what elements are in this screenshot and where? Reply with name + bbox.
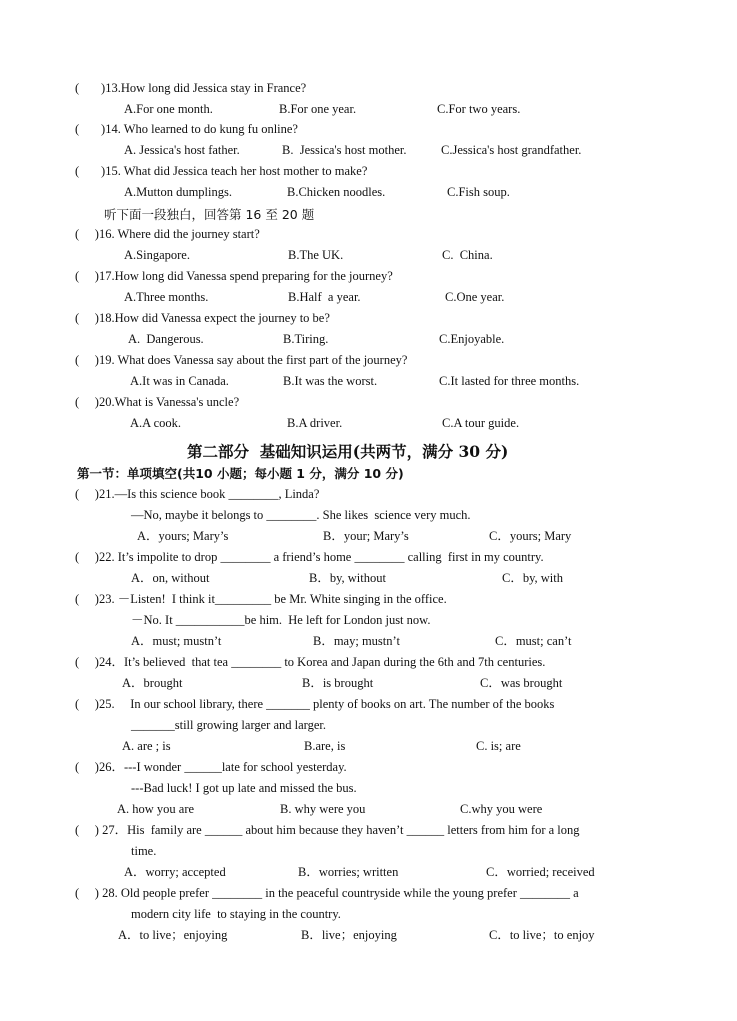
- question-21: ( )21.—Is this science book ________, Linda?: [75, 487, 320, 501]
- q28-option-b: B．live；enjoying: [301, 928, 397, 942]
- q15-option-b: B.Chicken noodles.: [287, 185, 386, 199]
- question-17: ( )17.How long did Vanessa spend preparing for the journey?: [75, 269, 393, 283]
- q21-option-a: A．yours; Mary’s: [137, 529, 229, 543]
- q20-option-a: A.A cook.: [130, 416, 182, 430]
- question-24: ( )24．It’s believed that tea ________ to Korea and Japan during the 6th and 7th centuries.: [75, 655, 546, 669]
- question-27-cont: time.: [131, 844, 157, 858]
- question-27: ( ) 27．His family are ______ about him because they haven’t ______ letters from him for a long: [75, 823, 580, 837]
- q27-option-a: A．worry; accepted: [124, 865, 226, 879]
- question-20: ( )20.What is Vanessa's uncle?: [75, 395, 240, 409]
- q20-option-c: C.A tour guide.: [442, 416, 520, 430]
- question-28-cont: modern city life to staying in the country.: [131, 907, 341, 921]
- question-25: ( )25. In our school library, there _______ plenty of books on art. The number of the books: [75, 697, 555, 711]
- listening-instruction: 听下面一段独白，回答第 16 至 20 题: [104, 207, 315, 222]
- q18-option-a: A. Dangerous.: [128, 332, 204, 346]
- q28-option-a: A．to live；enjoying: [118, 928, 228, 942]
- q26-option-b: B. why were you: [280, 802, 366, 816]
- q27-option-c: C．worried; received: [486, 865, 595, 879]
- q13-option-c: C.For two years.: [437, 102, 521, 116]
- q17-option-b: B.Half a year.: [288, 290, 361, 304]
- q24-option-c: C．was brought: [480, 676, 563, 690]
- q21-option-b: B．your; Mary’s: [323, 529, 409, 543]
- q17-option-a: A.Three months.: [124, 290, 209, 304]
- q14-option-b: B. Jessica's host mother.: [282, 143, 407, 157]
- q15-option-a: A.Mutton dumplings.: [124, 185, 232, 199]
- q18-option-b: B.Tiring.: [283, 332, 329, 346]
- question-21-reply: —No, maybe it belongs to ________. She likes science very much.: [131, 508, 471, 522]
- q24-option-b: B．is brought: [302, 676, 374, 690]
- q22-option-a: A．on, without: [131, 571, 210, 585]
- q23-option-a: A．must; mustn’t: [131, 634, 222, 648]
- q19-option-b: B.It was the worst.: [283, 374, 378, 388]
- q26-option-a: A. how you are: [117, 802, 195, 816]
- q17-option-c: C.One year.: [445, 290, 505, 304]
- q18-option-c: C.Enjoyable.: [439, 332, 505, 346]
- q26-option-c: C.why you were: [460, 802, 543, 816]
- question-19: ( )19. What does Vanessa say about the first part of the journey?: [75, 353, 408, 367]
- question-23-reply: －No. It ___________be him. He left for London just now.: [131, 613, 431, 627]
- q25-option-b: B.are, is: [304, 739, 346, 753]
- question-13: ( )13.How long did Jessica stay in France?: [75, 81, 307, 95]
- q20-option-b: B.A driver.: [287, 416, 343, 430]
- part-two-title: 第二部分 基础知识运用(共两节，满分 30 分): [187, 442, 509, 461]
- question-28: ( ) 28. Old people prefer ________ in the peaceful countryside while the young prefer ________ a: [75, 886, 579, 900]
- question-22: ( )22. It’s impolite to drop ________ a friend’s home ________ calling first in my country.: [75, 550, 544, 564]
- q21-option-c: C．yours; Mary: [489, 529, 572, 543]
- question-15: ( )15. What did Jessica teach her host mother to make?: [75, 164, 368, 178]
- q25-option-a: A. are ; is: [122, 739, 171, 753]
- q24-option-a: A．brought: [122, 676, 183, 690]
- q19-option-a: A.It was in Canada.: [130, 374, 229, 388]
- q19-option-c: C.It lasted for three months.: [439, 374, 580, 388]
- q23-option-c: C．must; can’t: [495, 634, 572, 648]
- q16-option-c: C. China.: [442, 248, 493, 262]
- question-14: ( )14. Who learned to do kung fu online?: [75, 122, 298, 136]
- q14-option-c: C.Jessica's host grandfather.: [441, 143, 582, 157]
- q27-option-b: B．worries; written: [298, 865, 399, 879]
- section-one-title: 第一节：单项填空(共10 小题；每小题 1 分，满分 10 分): [77, 466, 404, 481]
- q22-option-b: B．by, without: [309, 571, 386, 585]
- question-18: ( )18.How did Vanessa expect the journey to be?: [75, 311, 330, 325]
- q13-option-b: B.For one year.: [279, 102, 357, 116]
- question-16: ( )16. Where did the journey start?: [75, 227, 260, 241]
- q13-option-a: A.For one month.: [124, 102, 213, 116]
- q23-option-b: B．may; mustn’t: [313, 634, 400, 648]
- q28-option-c: C．to live；to enjoy: [489, 928, 595, 942]
- q15-option-c: C.Fish soup.: [447, 185, 510, 199]
- question-26-reply: ---Bad luck! I got up late and missed the bus.: [131, 781, 357, 795]
- question-26: ( )26．---I wonder ______late for school yesterday.: [75, 760, 347, 774]
- q14-option-a: A. Jessica's host father.: [124, 143, 240, 157]
- q25-option-c: C. is; are: [476, 739, 521, 753]
- question-23: ( )23. －Listen! I think it_________ be Mr. White singing in the office.: [75, 592, 447, 606]
- q16-option-b: B.The UK.: [288, 248, 344, 262]
- q22-option-c: C．by, with: [502, 571, 563, 585]
- question-25-cont: _______still growing larger and larger.: [131, 718, 326, 732]
- q16-option-a: A.Singapore.: [124, 248, 190, 262]
